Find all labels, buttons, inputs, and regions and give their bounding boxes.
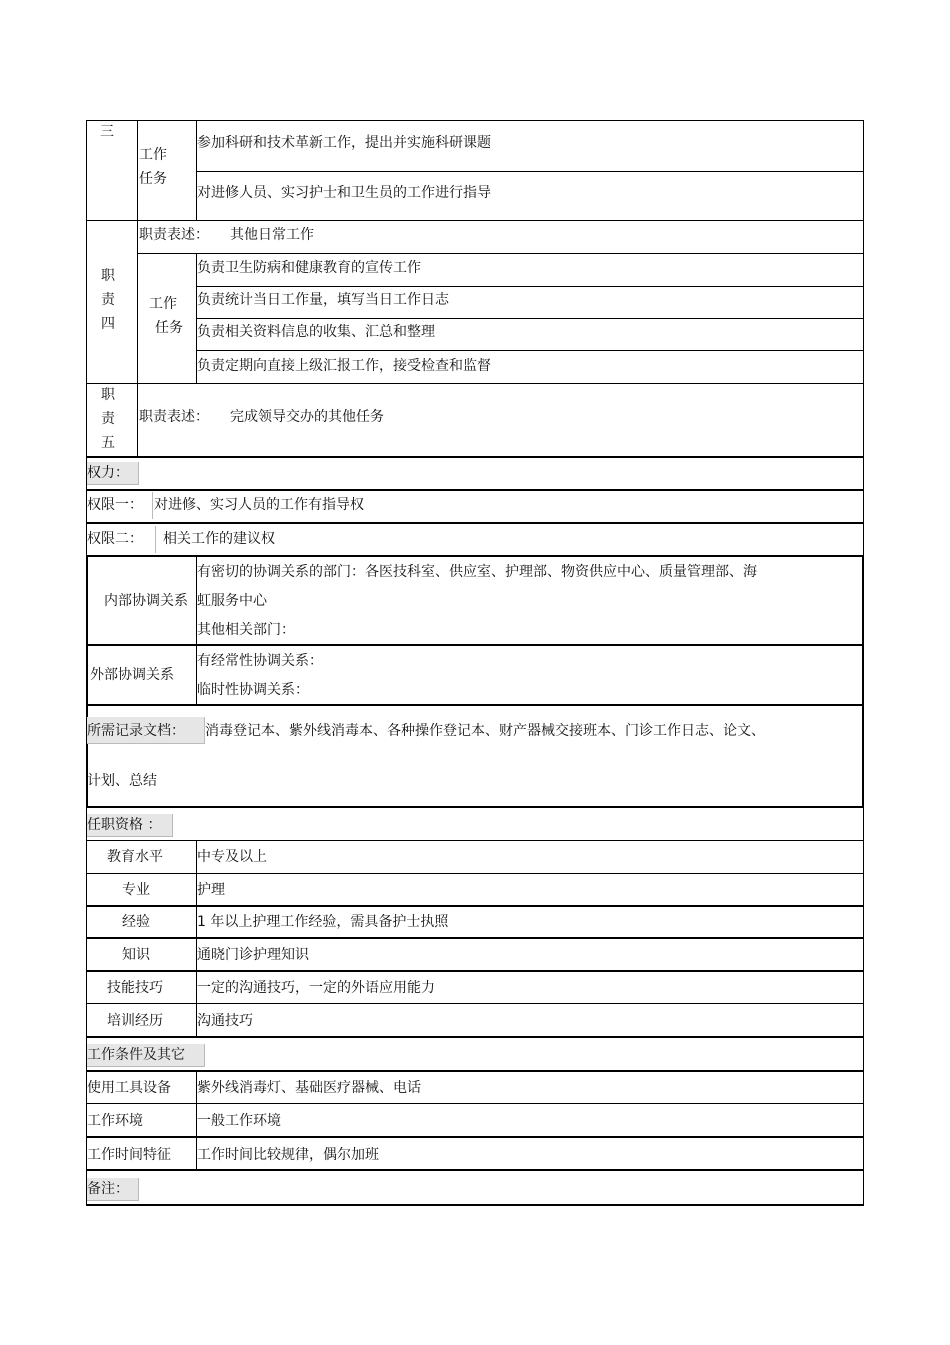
conditions-title: 工作条件及其它 bbox=[87, 1047, 185, 1063]
internal-label: 内部协调关系 bbox=[104, 593, 188, 609]
qual-row-2-label: 专业 bbox=[122, 882, 150, 898]
qual-row-3-label: 经验 bbox=[122, 914, 150, 930]
duty5-label-char-1: 职 bbox=[101, 387, 115, 403]
internal-line-3: 其他相关部门： bbox=[197, 622, 295, 638]
authority-item-2-value: 相关工作的建议权 bbox=[163, 531, 275, 547]
authority-item-2-label: 权限二： bbox=[87, 531, 143, 547]
qual-row-1-label: 教育水平 bbox=[107, 849, 163, 865]
authority-title: 权力： bbox=[87, 465, 129, 481]
duty4-desc-label: 职责表述： bbox=[139, 227, 209, 243]
records-line-2: 计划、总结 bbox=[87, 773, 157, 789]
duty5-desc-label: 职责表述： bbox=[139, 409, 209, 425]
qualifications-title: 任职资格 ： bbox=[87, 817, 162, 833]
internal-line-1: 有密切的协调关系的部门：各医技科室、供应室、护理部、物资供应中心、质量管理部、海 bbox=[197, 564, 757, 580]
duty4-label bbox=[88, 264, 128, 336]
records-line-1: 消毒登记本、紫外线消毒本、各种操作登记本、财产器械交接班本、门诊工作日志、论文、 bbox=[205, 723, 765, 739]
duty3-task-1: 参加科研和技术革新工作，提出并实施科研课题 bbox=[197, 135, 491, 151]
qual-row-6-value: 沟通技巧 bbox=[197, 1013, 253, 1029]
duty5-label-char-3: 五 bbox=[101, 435, 115, 451]
duty4-task-4: 负责定期向直接上级汇报工作，接受检查和监督 bbox=[197, 358, 491, 374]
duty4-label-char-2: 责 bbox=[101, 292, 115, 308]
qual-row-4-label: 知识 bbox=[122, 947, 150, 963]
qual-row-1-value: 中专及以上 bbox=[197, 849, 267, 865]
cond-row-1-value: 紫外线消毒灯、基础医疗器械、电话 bbox=[197, 1080, 421, 1096]
qual-row-2-value: 护理 bbox=[197, 882, 225, 898]
cond-row-2-label: 工作环境 bbox=[87, 1113, 143, 1129]
qual-row-6-label: 培训经历 bbox=[107, 1013, 163, 1029]
duty4-label-char-1: 职 bbox=[101, 268, 115, 284]
duty3-task-label-2: 任务 bbox=[139, 171, 167, 187]
authority-item-1-label: 权限一： bbox=[87, 497, 143, 513]
duty3-number: 三 bbox=[100, 124, 114, 140]
remarks-title: 备注： bbox=[87, 1181, 129, 1197]
duty4-task-2: 负责统计当日工作量，填写当日工作日志 bbox=[197, 292, 449, 308]
qual-row-3-value: 1 年以上护理工作经验，需具备护士执照 bbox=[197, 914, 449, 930]
duty4-label-char-3: 四 bbox=[101, 316, 115, 332]
cond-row-3-label: 工作时间特征 bbox=[87, 1147, 171, 1163]
qual-row-4-value: 通晓门诊护理知识 bbox=[197, 947, 309, 963]
duty5-label bbox=[88, 383, 128, 455]
qual-row-5-value: 一定的沟通技巧，一定的外语应用能力 bbox=[197, 980, 435, 996]
internal-line-2: 虹服务中心 bbox=[197, 593, 267, 609]
duty4-task-label-2: 任务 bbox=[155, 320, 183, 336]
records-label: 所需记录文档： bbox=[87, 723, 185, 739]
duty4-desc: 其他日常工作 bbox=[230, 227, 314, 243]
duty5-label-char-2: 责 bbox=[101, 411, 115, 427]
cond-row-2-value: 一般工作环境 bbox=[197, 1113, 281, 1129]
external-label: 外部协调关系 bbox=[90, 667, 174, 683]
duty4-task-1: 负责卫生防病和健康教育的宣传工作 bbox=[197, 260, 421, 276]
duty5-desc: 完成领导交办的其他任务 bbox=[230, 409, 384, 425]
duty3-task-2: 对进修人员、实习护士和卫生员的工作进行指导 bbox=[197, 185, 491, 201]
external-line-1: 有经常性协调关系： bbox=[197, 653, 323, 669]
duty4-task-label-1: 工作 bbox=[149, 296, 177, 312]
duty4-task-3: 负责相关资料信息的收集、汇总和整理 bbox=[197, 324, 435, 340]
cond-row-3-value: 工作时间比较规律，偶尔加班 bbox=[197, 1147, 379, 1163]
qual-row-5-label: 技能技巧 bbox=[107, 980, 163, 996]
duty3-task-label-1: 工作 bbox=[139, 147, 167, 163]
authority-item-1-value: 对进修、实习人员的工作有指导权 bbox=[154, 497, 364, 513]
cond-row-1-label: 使用工具设备 bbox=[87, 1080, 171, 1096]
external-line-2: 临时性协调关系： bbox=[197, 682, 309, 698]
